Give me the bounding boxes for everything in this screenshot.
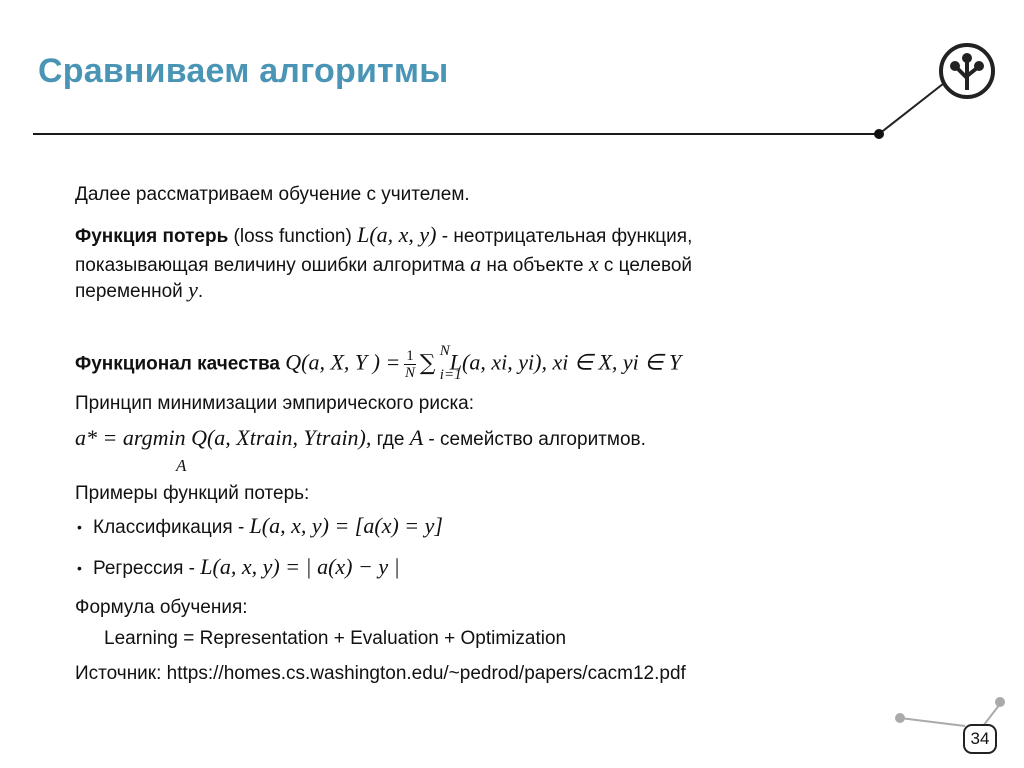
header-rule [33,133,879,135]
loss-end: . [197,281,204,302]
loss-text4: на объекте [481,255,589,276]
argmin-text: где [371,429,410,450]
regression-math: L(a, x, y) = | a(x) − y | [200,554,400,579]
regression-label: Регрессия - [93,558,201,579]
quality-rhs: L(a, xi, yi), xi ∈ X, yi ∈ Y [449,349,682,375]
bullet-classification [93,514,443,539]
loss-definition-line3 [75,278,203,303]
bullet-dot: • [77,519,82,535]
loss-text3: показывающая величину ошибки алгоритма [75,255,471,276]
quality-functional [75,342,682,383]
slide-title: Сравниваем алгоритмы [38,52,449,90]
loss-text5: с целевой [598,255,693,276]
math-x: x [588,251,599,276]
learning-formula: Learning = Representation + Evaluation + Optimization [104,628,567,649]
bullet-regression [93,555,400,580]
quality-lhs: Q(a, X, Y ) = [285,349,401,375]
sum-lower: i=1 [439,366,462,383]
loss-examples-heading: Примеры функций потерь: [75,483,310,504]
loss-math: L(a, x, y) [357,222,437,247]
fraction-denominator: N [405,365,416,381]
quality-term: Функционал качества [75,353,280,375]
classification-math: L(a, x, y) = [a(x) = y] [249,513,443,538]
page-number: 34 [963,724,997,754]
loss-text6: переменной [75,281,189,302]
source-link: Источник: https://homes.cs.washington.edu/~pedrod/papers/cacm12.pdf [75,663,686,684]
loss-text: (loss function) [228,226,358,247]
footer-connector [890,690,1020,760]
math-y: y [188,277,198,302]
sum-sign: ∑ [419,350,436,376]
fraction-numerator: 1 [406,348,414,364]
bullet-dot: • [77,560,82,576]
math-a: a [470,251,482,276]
quality-fraction [404,348,416,381]
sum-symbol [419,342,462,383]
loss-definition-line2 [75,252,692,277]
tree-logo-icon [936,40,998,102]
classification-label: Классификация - [93,517,250,538]
erm-principle: Принцип минимизации эмпирического риска: [75,393,475,414]
argmin-subscript: A [176,456,187,475]
argmin-A: A [409,425,424,450]
argmin-formula: a* = argmin Q(a, Xtrain, Ytrain), [75,425,372,450]
argmin-line [75,426,646,451]
loss-text2: - неотрицательная функция, [436,226,693,247]
loss-definition-line1 [75,223,692,248]
intro-text: Далее рассматриваем обучение с учителем. [75,184,470,205]
argmin-text2: - семейство алгоритмов. [423,429,646,450]
sum-upper: N [439,342,450,359]
loss-term: Функция потерь [75,226,229,247]
formula-label: Формула обучения: [75,597,248,618]
